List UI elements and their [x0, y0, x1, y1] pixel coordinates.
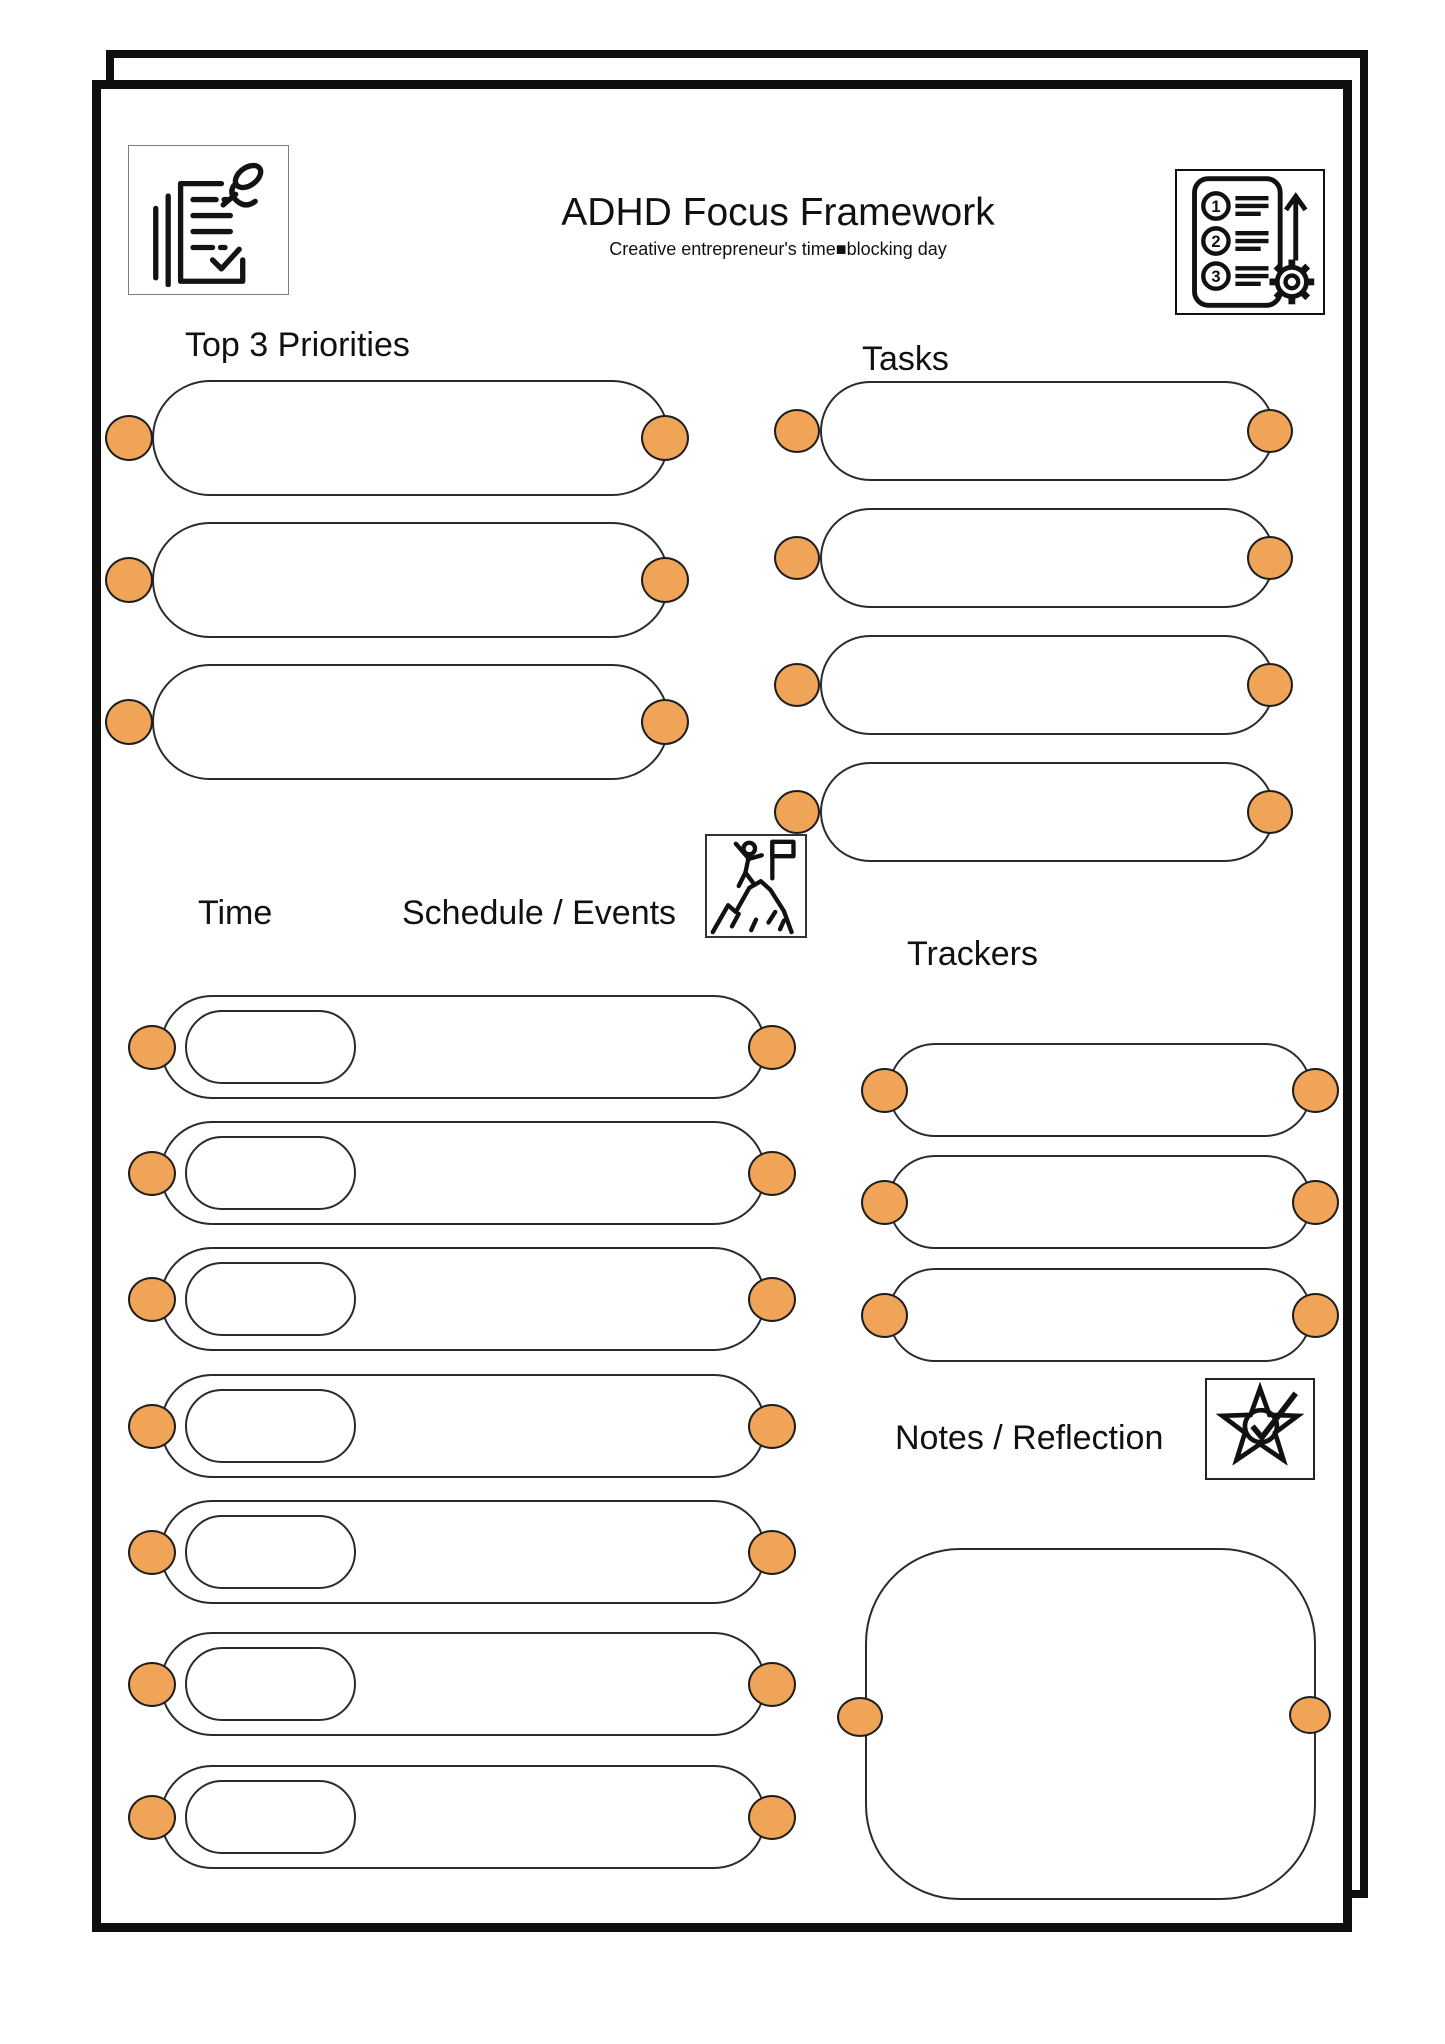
- connector-dot: [748, 1795, 796, 1840]
- connector-dot: [128, 1662, 176, 1707]
- tracker-slot-3[interactable]: [888, 1268, 1312, 1362]
- connector-dot: [748, 1662, 796, 1707]
- priority-slot-3[interactable]: [152, 664, 670, 780]
- mountain-climber-flag-icon-box: [705, 834, 807, 938]
- numbered-list-gear-icon: [1177, 169, 1323, 315]
- connector-dot: [1247, 409, 1293, 453]
- header: [478, 190, 1078, 260]
- schedule-time-slot-4[interactable]: [185, 1389, 356, 1463]
- priorities-label: Top 3 Priorities: [185, 326, 410, 364]
- task-slot-3[interactable]: [820, 635, 1275, 735]
- connector-dot: [641, 699, 689, 745]
- svg-text:2: 2: [1211, 231, 1221, 251]
- connector-dot: [128, 1404, 176, 1449]
- connector-dot: [128, 1025, 176, 1070]
- notes-area[interactable]: [865, 1548, 1316, 1900]
- priority-slot-1[interactable]: [152, 380, 670, 496]
- connector-dot: [1247, 663, 1293, 707]
- connector-dot: [748, 1530, 796, 1575]
- connector-dot: [128, 1151, 176, 1196]
- numbered-list-gear-icon-box: [1175, 169, 1325, 315]
- connector-dot: [748, 1151, 796, 1196]
- tracker-slot-1[interactable]: [888, 1043, 1312, 1137]
- notes-reflection-label: Notes / Reflection: [895, 1419, 1164, 1457]
- connector-dot: [861, 1068, 908, 1113]
- trackers-label: Trackers: [907, 935, 1038, 973]
- connector-dot: [128, 1530, 176, 1575]
- connector-dot: [641, 557, 689, 603]
- schedule-time-slot-2[interactable]: [185, 1136, 356, 1210]
- connector-dot: [1247, 790, 1293, 834]
- connector-dot: [861, 1180, 908, 1225]
- star-check-icon-box: [1205, 1378, 1315, 1480]
- tracker-slot-2[interactable]: [888, 1155, 1312, 1249]
- svg-text:1: 1: [1211, 196, 1221, 216]
- connector-dot: [105, 415, 153, 461]
- connector-dot: [105, 699, 153, 745]
- pinned-notes-icon: [138, 153, 280, 287]
- svg-text:3: 3: [1211, 266, 1221, 286]
- connector-dot: [128, 1277, 176, 1322]
- connector-dot: [128, 1795, 176, 1840]
- schedule-time-slot-6[interactable]: [185, 1647, 356, 1721]
- priority-slot-2[interactable]: [152, 522, 670, 638]
- connector-dot: [837, 1697, 883, 1737]
- task-slot-1[interactable]: [820, 381, 1275, 481]
- schedule-time-slot-3[interactable]: [185, 1262, 356, 1336]
- connector-dot: [774, 409, 820, 453]
- mountain-climber-flag-icon: [707, 836, 805, 936]
- connector-dot: [748, 1025, 796, 1070]
- schedule-time-slot-5[interactable]: [185, 1515, 356, 1589]
- pinned-notes-icon-box: [128, 145, 289, 295]
- schedule-events-label: Schedule / Events: [402, 894, 677, 932]
- connector-dot: [1289, 1696, 1331, 1734]
- tasks-label: Tasks: [862, 340, 949, 378]
- connector-dot: [748, 1277, 796, 1322]
- page-title: ADHD Focus Framework: [561, 191, 995, 234]
- connector-dot: [1247, 536, 1293, 580]
- connector-dot: [774, 663, 820, 707]
- connector-dot: [1292, 1180, 1339, 1225]
- schedule-time-slot-1[interactable]: [185, 1010, 356, 1084]
- connector-dot: [1292, 1293, 1339, 1338]
- connector-dot: [774, 790, 820, 834]
- task-slot-2[interactable]: [820, 508, 1275, 608]
- connector-dot: [861, 1293, 908, 1338]
- connector-dot: [748, 1404, 796, 1449]
- star-check-icon: [1208, 1381, 1312, 1477]
- task-slot-4[interactable]: [820, 762, 1275, 862]
- connector-dot: [105, 557, 153, 603]
- connector-dot: [774, 536, 820, 580]
- connector-dot: [641, 415, 689, 461]
- schedule-time-slot-7[interactable]: [185, 1780, 356, 1854]
- time-column-label: Time: [198, 894, 273, 932]
- connector-dot: [1292, 1068, 1339, 1113]
- page-subtitle: Creative entrepreneur's time■blocking day: [609, 238, 947, 259]
